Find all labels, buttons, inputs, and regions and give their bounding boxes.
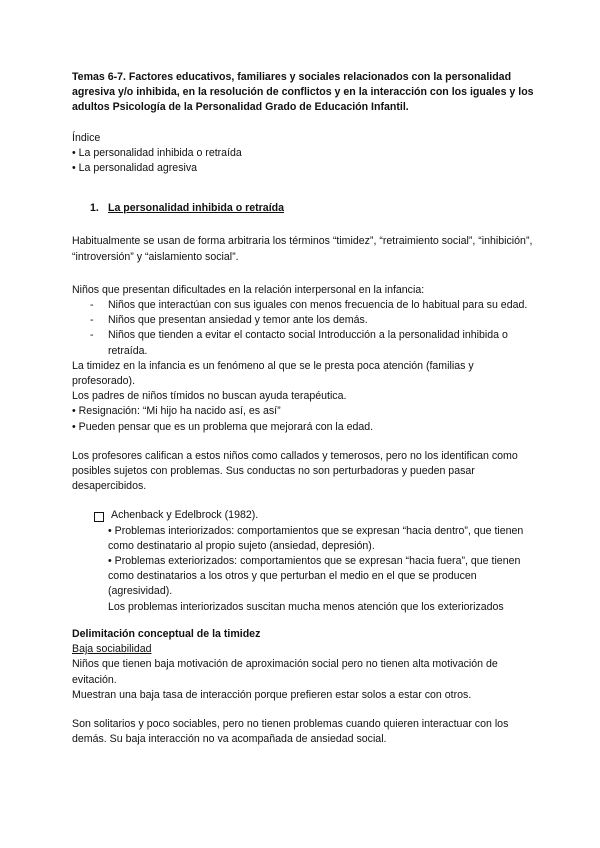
checkbox-icon [94,512,104,522]
bullet-line: • Pueden pensar que es un problema que mejorará con la edad. [72,420,374,433]
index-heading: Índice [72,131,101,144]
bullet-line: • Problemas interiorizados: comportamientos que se expresan “hacia dentro”, que tienen como destinatario al propio sujeto (ansiedad, depresión). [108,524,524,552]
subsection-heading: Delimitación conceptual de la timidez [72,627,261,640]
reference-line [94,508,534,523]
subsection-subheading: Baja sociabilidad [72,643,152,656]
section-heading [90,201,534,216]
bullet-line: • Resignación: “Mi hijo ha nacido así, es así” [72,405,281,418]
index-item: • La personalidad agresiva [72,162,198,175]
paragraph: Niños que tienen baja motivación de aproximación social pero no tienen alta motivación de evitación. [72,658,498,686]
reference-block [94,508,534,614]
paragraph: Son solitarios y poco sociables, pero no tienen problemas cuando quieren interactuar con los demás. Su baja interacción no va acompañada de ansiedad social. [72,717,509,746]
paragraph: Los padres de niños tímidos no buscan ayuda terapéutica. [72,390,347,403]
dash-list [72,298,534,359]
paragraph: Habitualmente se usan de forma arbitraria los términos “timidez”, “retraimiento social”, “inhibición”, “introversión” y “aislamiento social”. [72,235,533,263]
document-title: Temas 6-7. Factores educativos, familiares y sociales relacionados con la personalidad agresiva y/o inhibida, en la resolución de conflictos y en la interacción con los iguales y los adultos Psicología de la Personalidad Grado de Educación Infantil. [72,71,534,114]
document-page [72,70,534,747]
reference-text: Achenback y Edelbrock (1982). [111,509,259,522]
paragraph: Niños que presentan dificultades en la relación interpersonal en la infancia: [72,283,425,296]
paragraph: La timidez en la infancia es un fenómeno al que se le presta poca atención (familias y profesorado). [72,359,474,388]
list-item: - Niños que presentan ansiedad y temor ante los demás. [72,313,534,328]
list-item: - Niños que tienden a evitar el contacto social Introducción a la personalidad inhibida o retraída. [72,328,534,358]
list-item: - Niños que interactúan con sus iguales con menos frecuencia de lo habitual para su edad. [72,298,534,313]
section-title: La personalidad inhibida o retraída [108,202,285,215]
section-number: 1. [90,202,99,215]
bullet-line: • Problemas exteriorizados: comportamientos que se expresan “hacia fuera”, que tienen como destinatarios a los otros y que perturban el medio en el que se producen (agresividad). [108,555,521,598]
paragraph: Los profesores califican a estos niños como callados y temerosos, pero no los identifican como posibles sujetos con problemas. Sus conductas no son perturbadoras y pueden pasar desapercibidos. [72,449,518,493]
paragraph: Muestran una baja tasa de interacción porque prefieren estar solos a estar con otros. [72,688,472,701]
paragraph: Los problemas interiorizados suscitan mucha menos atención que los exteriorizados [108,600,504,613]
index-item: • La personalidad inhibida o retraída [72,146,242,159]
